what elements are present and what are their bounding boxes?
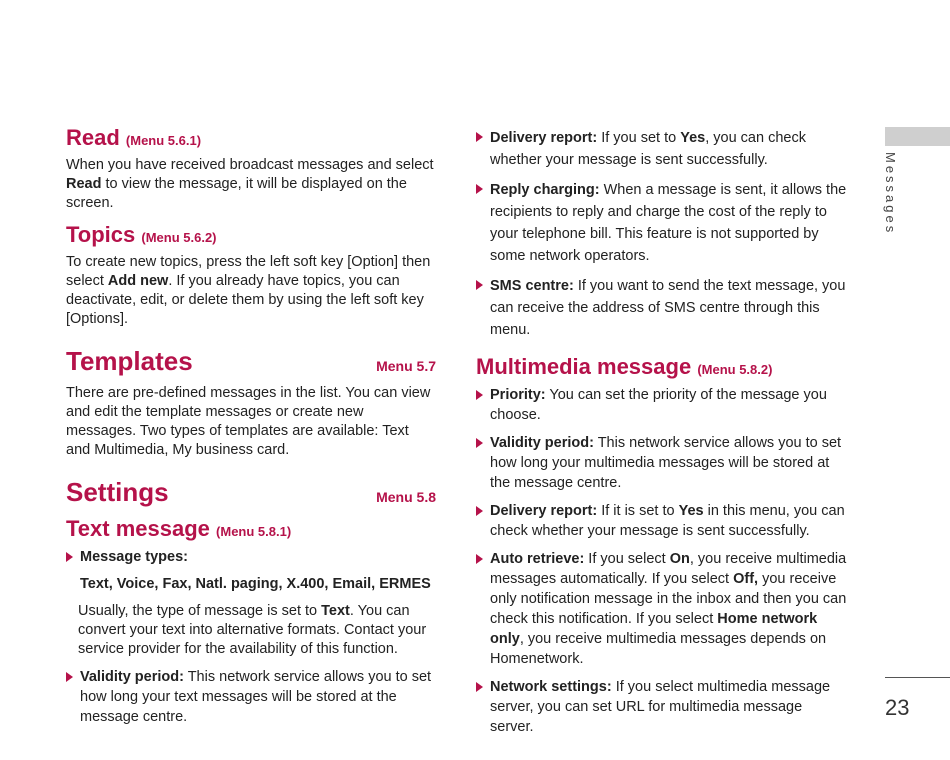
text-validity-item: Validity period: This network service allows you to set how long your text messages will be stored at the message centre. [66, 667, 436, 727]
side-tab [885, 127, 950, 146]
settings-heading: Settings [66, 476, 169, 507]
auto-retrieve-item: Auto retrieve: If you select On, you receive multimedia messages automatically. If you select Off, you receive only notification message in the inbox and then you can check this notification. If you select Home network only, you receive multimedia messages depends on Homenetwork. [476, 549, 848, 669]
bullet-triangle-icon [66, 672, 73, 682]
topics-text: To create new topics, press the left soft key [Option] then select Add new. If you already have topics, you can deactivate, edit, or delete them by using the left soft key [Options]. [66, 254, 431, 328]
delivery-report-item: Delivery report: If you set to Yes, you can check whether your message is sent successfully. [476, 127, 848, 171]
network-settings-item: Network settings: If you select multimedia message server, you can set URL for multimedia message server. [476, 677, 848, 737]
right-column [476, 127, 848, 737]
templates-text: There are pre-defined messages in the list. You can view and edit the template messages or create new messages. Two types of templates are available: Text and Multimedia, My business card. [66, 384, 431, 458]
left-column [66, 126, 436, 727]
bullet-triangle-icon [476, 132, 483, 142]
topics-heading: Topics [66, 222, 136, 248]
read-menu-ref: (Menu 5.6.1) [125, 133, 202, 148]
bullet-triangle-icon [476, 554, 483, 564]
message-types-item: Message types: [66, 547, 436, 567]
text-message-heading: Text message [66, 515, 210, 541]
page-number: 23 [885, 695, 910, 720]
topics-section [66, 223, 436, 329]
mms-delivery-item: Delivery report: If it is set to Yes in this menu, you can check whether your message is sent successfully. [476, 501, 848, 541]
side-tab-label: Messages [883, 152, 898, 236]
priority-item: Priority: You can set the priority of the message you choose. [476, 385, 848, 425]
templates-section [66, 347, 436, 376]
read-section [66, 126, 436, 213]
sms-centre-item: SMS centre: If you want to send the text message, you can receive the address of SMS centre through this menu. [476, 275, 848, 341]
bullet-triangle-icon [476, 682, 483, 692]
mms-validity-item: Validity period: This network service allows you to set how long your multimedia messages will be stored at the message centre. [476, 433, 848, 493]
bullet-triangle-icon [476, 280, 483, 290]
read-heading: Read [66, 125, 120, 150]
templates-menu-ref: Menu 5.7 [376, 357, 436, 374]
bullet-triangle-icon [476, 506, 483, 516]
bullet-triangle-icon [476, 438, 483, 448]
text-message-section [66, 517, 436, 727]
message-types-list: Text, Voice, Fax, Natl. paging, X.400, Email, ERMES [80, 575, 431, 592]
templates-heading: Templates [66, 346, 193, 377]
reply-charging-item: Reply charging: When a message is sent, it allows the recipients to reply and charge the cost of the reply to your telephone bill. This feature is not supported by some network operators. [476, 179, 848, 267]
multimedia-menu-ref: (Menu 5.8.2) [697, 362, 773, 377]
bullet-triangle-icon [66, 552, 73, 562]
topics-menu-ref: (Menu 5.6.2) [141, 230, 217, 246]
page-rule [885, 677, 950, 678]
settings-section [66, 478, 436, 507]
message-types-text: Usually, the type of message is set to Text. You can convert your text into alternative formats. Contact your service provider for the availability of this function. [78, 602, 427, 657]
multimedia-heading: Multimedia message [476, 354, 692, 379]
bullet-triangle-icon [476, 390, 483, 400]
read-text: When you have received broadcast messages and select Read to view the message, it will be displayed on the screen. [66, 157, 434, 212]
settings-menu-ref: Menu 5.8 [376, 488, 436, 505]
bullet-triangle-icon [476, 184, 483, 194]
text-message-menu-ref: (Menu 5.8.1) [216, 523, 292, 539]
